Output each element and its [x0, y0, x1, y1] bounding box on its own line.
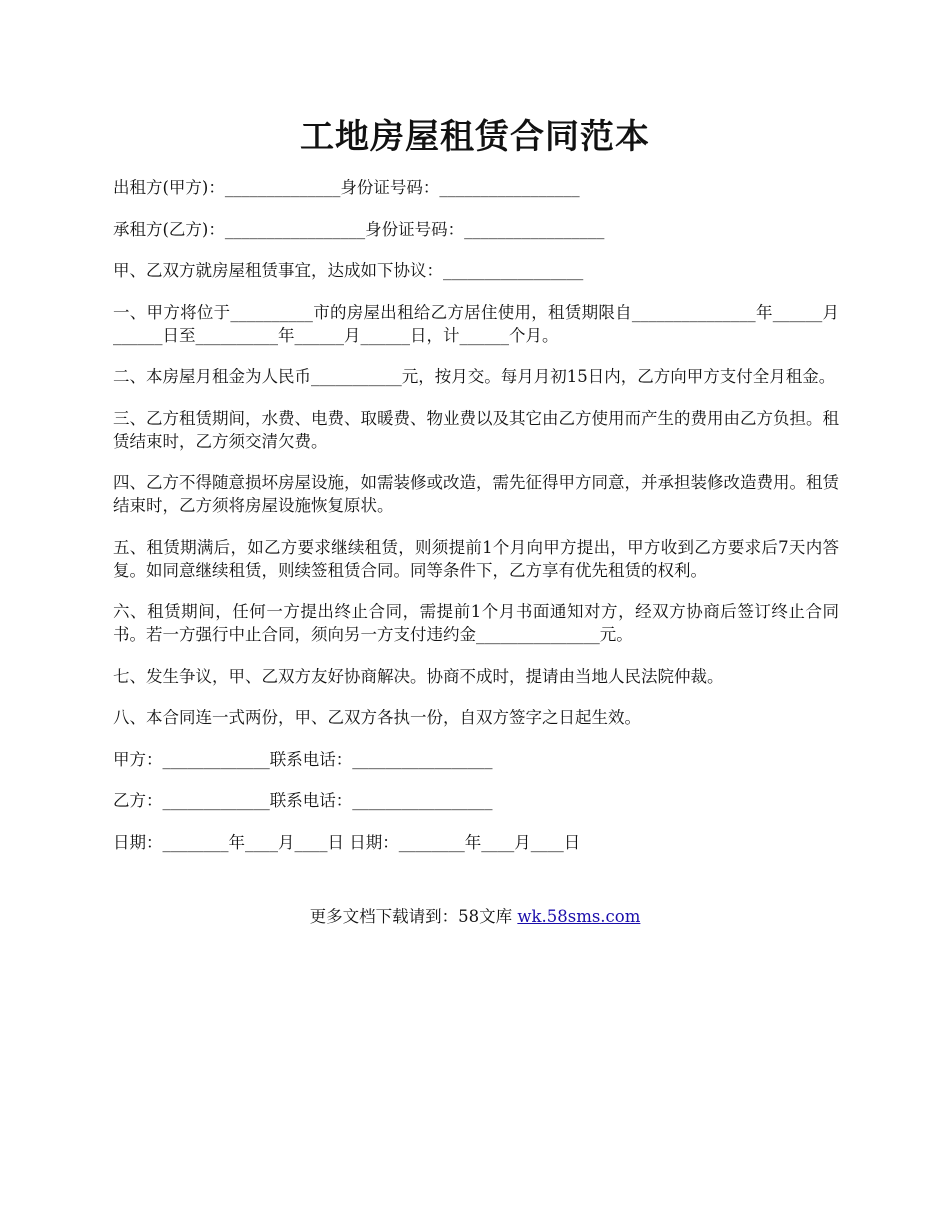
party-a-line: 出租方(甲方)：______________身份证号码：_________________ [113, 178, 580, 197]
footer [0, 905, 950, 928]
agreement-intro: 甲、乙双方就房屋租赁事宜，达成如下协议：_________________ [113, 261, 584, 280]
signature-dates: 日期：________年____月____日 日期：________年____月____日 [113, 832, 581, 852]
footer-link[interactable]: wk.58sms.com [517, 907, 641, 926]
clause-7: 七、发生争议，甲、乙双方友好协商解决。协商不成时，提请由当地人民法院仲裁。 [113, 666, 724, 686]
party-b-line: 承租方(乙方)：_________________身份证号码：_________________ [113, 219, 605, 239]
clause-8: 八、本合同连一式两份，甲、乙双方各执一份，自双方签字之日起生效。 [113, 708, 641, 727]
clause-3: 三、乙方租赁期间，水费、电费、取暖费、物业费以及其它由乙方使用而产生的费用由乙方负担。租赁结束时，乙方须交清欠费。 [113, 408, 839, 451]
footer-text: 更多文档下载请到：58文库 [309, 907, 518, 926]
signature-party-b: 乙方：_____________联系电话：_________________ [113, 791, 493, 810]
signature-party-a: 甲方：_____________联系电话：_________________ [113, 749, 493, 769]
document-body [113, 176, 839, 872]
clause-1: 一、甲方将位于__________市的房屋出租给乙方居住使用，租赁期限自_______________年______月______日至__________年______月______日，计______个月。 [113, 302, 839, 345]
clause-2: 二、本房屋月租金为人民币___________元，按月交。每月月初15日内，乙方向甲方支付全月租金。 [113, 367, 836, 386]
clause-5: 五、租赁期满后，如乙方要求继续租赁，则须提前1个月向甲方提出，甲方收到乙方要求后7天内答复。如同意继续租赁，则续签租赁合同。同等条件下，乙方享有优先租赁的权利。 [113, 537, 839, 580]
clause-6: 六、租赁期间，任何一方提出终止合同，需提前1个月书面通知对方，经双方协商后签订终止合同书。若一方强行中止合同，须向另一方支付违约金_______________元。 [113, 602, 839, 644]
clause-4: 四、乙方不得随意损坏房屋设施，如需装修或改造，需先征得甲方同意，并承担装修改造费用。租赁结束时，乙方须将房屋设施恢复原状。 [113, 473, 839, 515]
document-title: 工地房屋租赁合同范本 [300, 117, 650, 157]
